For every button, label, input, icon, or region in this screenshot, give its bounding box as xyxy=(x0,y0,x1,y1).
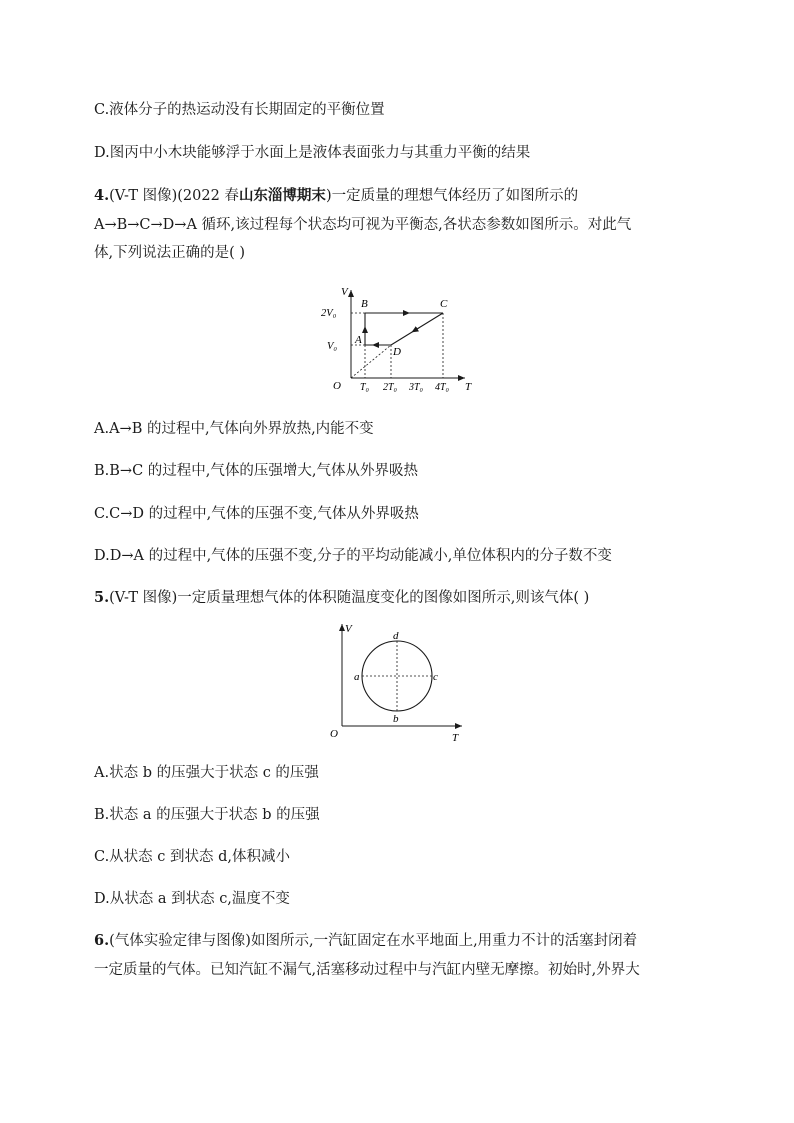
q4-axis-t-label: T xyxy=(465,381,472,393)
q4-origin-label: O xyxy=(333,380,341,392)
q4-option-a: A.A→B 的过程中,气体向外界放热,内能不变 xyxy=(94,421,374,437)
q4-tick-v0: V₀ xyxy=(327,341,338,352)
q5-stem-text: 一定质量理想气体的体积随温度变化的图像如图所示,则该气体( ) xyxy=(177,590,590,606)
q4-point-b: B xyxy=(361,298,368,310)
q4-tick-t0: T₀ xyxy=(360,382,370,393)
q6-stem-line1 xyxy=(94,931,637,951)
q4-option-c: C.C→D 的过程中,气体的压强不变,气体从外界吸热 xyxy=(94,506,419,522)
q5-stem xyxy=(94,588,589,608)
q4-tick-2t0: 2T₀ xyxy=(383,382,398,393)
q4-stem-rest: 一定质量的理想气体经历了如图所示的 xyxy=(331,188,579,204)
q4-axis-v-label: V xyxy=(341,286,348,298)
q4-point-d: D xyxy=(393,346,401,358)
q5-number: 5. xyxy=(94,589,110,606)
q4-point-c: C xyxy=(440,298,448,310)
q5-point-b: b xyxy=(393,713,399,725)
q4-option-d: D.D→A 的过程中,气体的压强不变,分子的平均动能减小,单位体积内的分子数不变 xyxy=(94,548,612,564)
q4-tick-4t0: 4T₀ xyxy=(435,382,450,393)
q4-vt-diagram xyxy=(315,282,490,397)
q5-option-a: A.状态 b 的压强大于状态 c 的压强 xyxy=(94,765,319,781)
q4-tick-3t0: 3T₀ xyxy=(409,382,424,393)
q4-tick-2v0: 2V₀ xyxy=(321,308,337,319)
q3-option-d: D.图丙中小木块能够浮于水面上是液体表面张力与其重力平衡的结果 xyxy=(94,145,531,161)
q5-origin-label: O xyxy=(330,728,338,740)
q4-stem-line3: 体,下列说法正确的是( ) xyxy=(94,245,246,261)
q6-stem-rest: 如图所示,一汽缸固定在水平地面上,用重力不计的活塞封闭着 xyxy=(250,933,638,949)
q4-option-b: B.B→C 的过程中,气体的压强增大,气体从外界吸热 xyxy=(94,463,418,479)
q4-tag: (V-T 图像) xyxy=(109,188,178,204)
q6-number: 6. xyxy=(94,932,110,949)
q5-vt-diagram xyxy=(325,618,470,748)
q5-axis-v-label: V xyxy=(345,623,352,635)
q5-point-c: c xyxy=(433,671,438,683)
q6-tag: (气体实验定律与图像) xyxy=(109,933,251,949)
q6-stem-line2: 一定质量的气体。已知汽缸不漏气,活塞移动过程中与汽缸内壁无摩擦。初始时,外界大 xyxy=(94,962,640,978)
q4-stem-line2: A→B→C→D→A 循环,该过程每个状态均可视为平衡态,各状态参数如图所示。对此气 xyxy=(94,217,632,233)
q5-option-b: B.状态 a 的压强大于状态 b 的压强 xyxy=(94,807,320,823)
q5-axis-t-label: T xyxy=(452,732,459,744)
q5-point-d: d xyxy=(393,630,399,642)
q3-option-c: C.液体分子的热运动没有长期固定的平衡位置 xyxy=(94,102,385,118)
q5-tag: (V-T 图像) xyxy=(109,590,178,606)
q5-point-a: a xyxy=(354,671,360,683)
q4-point-a: A xyxy=(355,334,362,346)
q4-source-suffix: ) xyxy=(325,188,332,204)
q4-stem-line1 xyxy=(94,186,578,206)
q5-option-c: C.从状态 c 到状态 d,体积减小 xyxy=(94,849,291,865)
q5-option-d: D.从状态 a 到状态 c,温度不变 xyxy=(94,891,290,907)
q4-source-bold: 山东淄博期末 xyxy=(238,187,326,204)
q4-number: 4. xyxy=(94,187,110,204)
q4-source-prefix: (2022 春 xyxy=(177,188,239,204)
q5-state-circle xyxy=(362,641,432,711)
